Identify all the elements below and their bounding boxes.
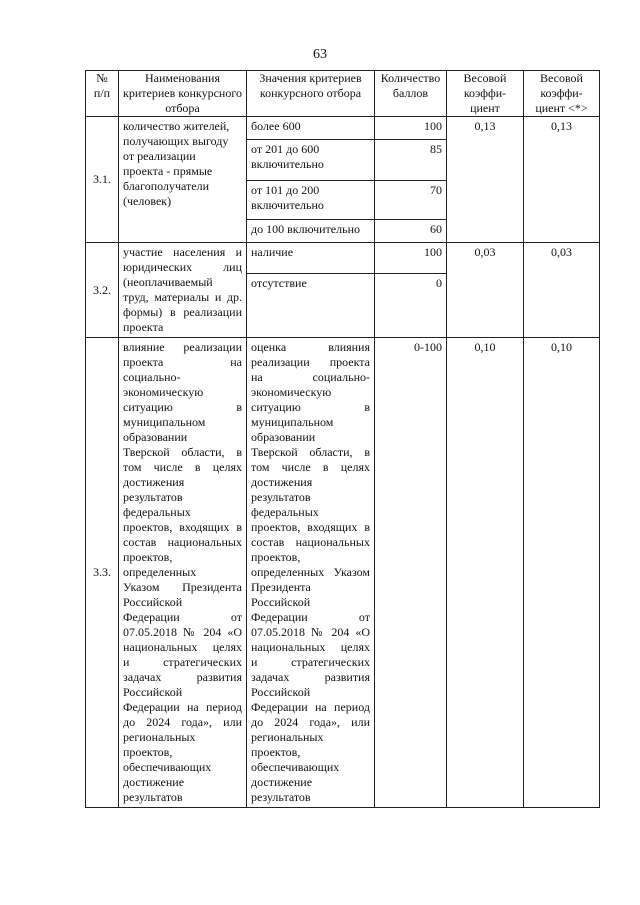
criterion-name-line: определенных (123, 565, 197, 579)
criterion-score: 85 (375, 140, 447, 181)
criterion-value-line: проектов, (251, 745, 301, 759)
criterion-value-line: более 600 (251, 119, 301, 133)
header-weight-2-line: циент <*> (535, 101, 588, 115)
criterion-value-line: включительно (251, 157, 324, 171)
criterion-name-line: благополучатели (123, 179, 210, 193)
criterion-name (119, 117, 247, 243)
weight-coefficient: 0,10 (447, 338, 524, 808)
table-row (86, 338, 600, 808)
criterion-name-line: Тверской области, в (123, 445, 242, 459)
criterion-name-line: состав национальных (123, 535, 242, 549)
criterion-value-line: определенных Указом (251, 565, 370, 579)
criterion-name-line: количество жителей, (123, 119, 230, 133)
criterion-value-line: и стратегических (251, 655, 370, 669)
criterion-name-line: Российской (123, 685, 183, 699)
criterion-value-line: национальных целях (251, 640, 370, 654)
criterion-name-line: влияние реализации (123, 340, 242, 354)
criterion-name (119, 243, 247, 338)
criterion-name-line: образовании (123, 430, 188, 444)
criterion-value-line: от 101 до 200 (251, 183, 320, 197)
criterion-name-line: социально- (123, 370, 181, 384)
header-weight-1-line: циент (470, 101, 500, 115)
criterion-value-line: Президента (251, 580, 311, 594)
criterion-name-line: проектов, входящих в (123, 520, 242, 534)
criterion-value-line: до 100 включительно (251, 222, 361, 236)
criterion-name-line: обеспечивающих (123, 760, 212, 774)
row-number: 3.1. (86, 117, 119, 243)
header-weight-1-line: коэффи- (463, 86, 507, 100)
criterion-value-line: Российской (251, 595, 311, 609)
criterion-name-line: региональных (123, 730, 196, 744)
criterion-value-line: оценка влияния (251, 340, 370, 354)
criterion-name-line: ситуацию в (123, 400, 242, 414)
header-num-line: № (96, 71, 108, 85)
criterion-name-line: проектов, (123, 550, 173, 564)
header-values: Значения критериев конкурсного отбора (247, 71, 375, 117)
criterion-value-line: Российской (251, 685, 311, 699)
criterion-value (247, 117, 375, 140)
criterion-value-line: реализации проекта (251, 355, 370, 369)
criterion-name-line: участие населения и (123, 245, 242, 259)
criterion-score: 100 (375, 243, 447, 274)
criterion-name (119, 338, 247, 808)
criterion-name-line: национальных целях (123, 640, 242, 654)
criterion-score: 70 (375, 181, 447, 220)
criterion-value-line: достижение (251, 775, 313, 789)
table-row (86, 243, 600, 274)
criterion-name-line: том числе в целях (123, 460, 242, 474)
criterion-score: 60 (375, 220, 447, 243)
criterion-name-line: проектов, (123, 745, 173, 759)
table-header-row (86, 71, 600, 117)
criterion-name-line: 07.05.2018 № 204 «О (123, 625, 242, 639)
criterion-name-line: проекта - прямые (123, 164, 213, 178)
criterion-value-line: проектов, входящих в (251, 520, 370, 534)
criterion-value-line: образовании (251, 430, 316, 444)
criterion-name-line: (человек) (123, 194, 172, 208)
weight-coefficient: 0,03 (447, 243, 524, 338)
criterion-name-line: до 2024 года», или (123, 715, 242, 729)
header-weight-2 (524, 71, 600, 117)
criterion-name-line: достижения (123, 475, 185, 489)
header-name: Наименования критериев конкурсного отбора (119, 71, 247, 117)
criterion-value (247, 338, 375, 808)
criterion-value-line: ситуацию в (251, 400, 370, 414)
criterion-value-line: отсутствие (251, 275, 307, 290)
criterion-value-line: Тверской области, в (251, 445, 370, 459)
criterion-value (247, 243, 375, 274)
criterion-value-line: обеспечивающих (251, 760, 340, 774)
weight-coefficient-star: 0,03 (524, 243, 600, 338)
criterion-name-line: достижение (123, 775, 185, 789)
header-score: Количество баллов (375, 71, 447, 117)
header-weight-2-line: коэффи- (540, 86, 583, 100)
criterion-value-line: результатов (251, 490, 311, 504)
criterion-name-line: от реализации (123, 149, 196, 163)
header-weight-1 (447, 71, 524, 117)
criterion-name-line: Российской (123, 595, 183, 609)
header-num-line: п/п (93, 86, 111, 100)
criterion-value-line: достижения (251, 475, 313, 489)
criterion-value-line: результатов (251, 790, 311, 804)
weight-coefficient: 0,13 (447, 117, 524, 243)
criterion-name-line: и стратегических (123, 655, 242, 669)
criterion-value-line: включительно (251, 198, 324, 212)
criterion-name-line: формы) в реализации (123, 305, 242, 319)
criterion-value-line: наличие (251, 245, 294, 259)
table-row (86, 117, 600, 140)
criterion-value (247, 220, 375, 243)
criterion-value-line: до 2024 года», или (251, 715, 370, 729)
criterion-value-line: проектов, (251, 550, 301, 564)
criterion-score: 100 (375, 117, 447, 140)
criterion-value-line: на социально- (251, 370, 370, 384)
criterion-name-line: юридических лиц (123, 260, 242, 274)
criterion-name-line: результатов (123, 490, 183, 504)
criterion-value-line: том числе в целях (251, 460, 370, 474)
criterion-name-line: Федерации на период (123, 700, 242, 714)
criterion-value-line: экономическую (251, 385, 332, 399)
criterion-name-line: экономическую (123, 385, 204, 399)
criterion-name-line: получающих выгоду (123, 134, 229, 148)
header-weight-1-line: Весовой (463, 71, 507, 85)
criterion-name-line: проекта на (123, 355, 242, 369)
weight-coefficient-star: 0,13 (524, 117, 600, 243)
criterion-value (247, 140, 375, 181)
criterion-value-line: задачах развития (251, 670, 370, 684)
criterion-value-line: региональных (251, 730, 324, 744)
header-weight-2-line: Весовой (540, 71, 583, 85)
row-number: 3.3. (86, 338, 119, 808)
weight-coefficient-star: 0,10 (524, 338, 600, 808)
criterion-name-line: результатов (123, 790, 183, 804)
criterion-name-line: (неоплачиваемый (123, 275, 213, 289)
criterion-score: 0-100 (375, 338, 447, 808)
header-num (86, 71, 119, 117)
criterion-value-line: состав национальных (251, 535, 370, 549)
criterion-name-line: Федерации от (123, 610, 242, 624)
criterion-name-line: труд, материалы и др. (123, 290, 242, 304)
criterion-value-line: федеральных (251, 505, 319, 519)
criterion-value-line: Федерации на период (251, 700, 370, 714)
criterion-score: 0 (375, 273, 447, 337)
criterion-value-line: муниципальном (251, 415, 334, 429)
criterion-name-line: проекта (123, 320, 164, 334)
criterion-value-line: 07.05.2018 № 204 «О (251, 625, 370, 639)
criterion-value-line: Федерации от (251, 610, 370, 624)
criterion-value (247, 181, 375, 220)
criterion-name-line: федеральных (123, 505, 191, 519)
criterion-value (247, 273, 375, 337)
criteria-table (85, 70, 600, 808)
row-number: 3.2. (86, 243, 119, 338)
criterion-name-line: задачах развития (123, 670, 242, 684)
criterion-name-line: Указом Президента (123, 580, 242, 594)
page-number: 63 (313, 47, 327, 62)
criterion-value-line: от 201 до 600 (251, 142, 320, 156)
criterion-name-line: муниципальном (123, 415, 206, 429)
